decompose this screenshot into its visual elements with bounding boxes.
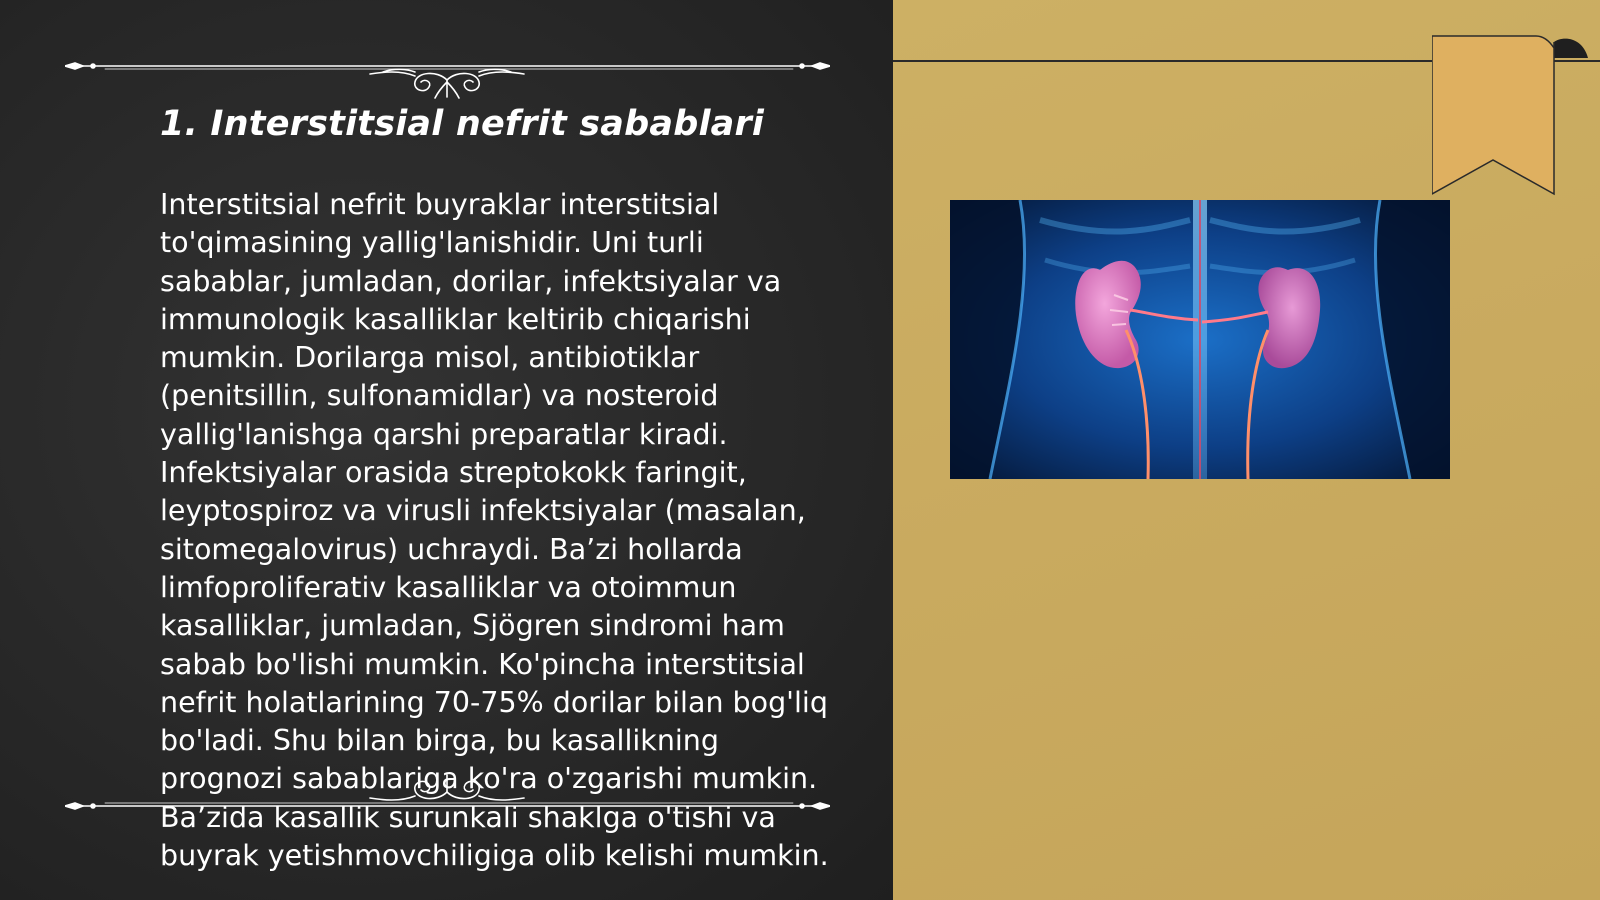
ornament-divider-bottom bbox=[65, 770, 830, 830]
kidney-xray-image bbox=[950, 200, 1450, 479]
ornament-divider-top bbox=[65, 42, 830, 102]
slide-body-text: Interstitsial nefrit buyraklar interstitsial to'qimasining yallig'lanishidir. Uni turli sabablar, jumladan, dorilar, infektsiyalar va immunologik kasalliklar keltirib chiqarishi mumkin. Dorilarga misol, antibiotiklar (penitsillin, sulfonamidlar) va nosteroid yallig'lanishga qarshi preparatlar kiradi. Infektsiyalar orasida streptokokk faringit, leyptospiroz va virusli infektsiyalar (masalan, sitomegalovirus) uchraydi. Ba’zi hollarda limfoproliferativ kasalliklar va otoimmun kasalliklar, jumladan, Sjögren sindromi ham sabab bo'lishi mumkin. Ko'pincha interstitsial nefrit holatlarining 70-75% dorilar bilan bog'liq bo'ladi. Shu bilan birga, bu kasallikning prognozi sabablariga ko'ra o'zgarishi mumkin. Ba’zida kasallik surunkali shaklga o'tishi va buyrak yetishmovchiligiga olib kelishi mumkin. bbox=[160, 188, 829, 873]
slide-title: 1. Interstitsial nefrit sabablari bbox=[160, 104, 765, 144]
bookmark-ribbon-icon bbox=[1432, 34, 1592, 204]
kidney-xray-illustration bbox=[950, 200, 1450, 479]
